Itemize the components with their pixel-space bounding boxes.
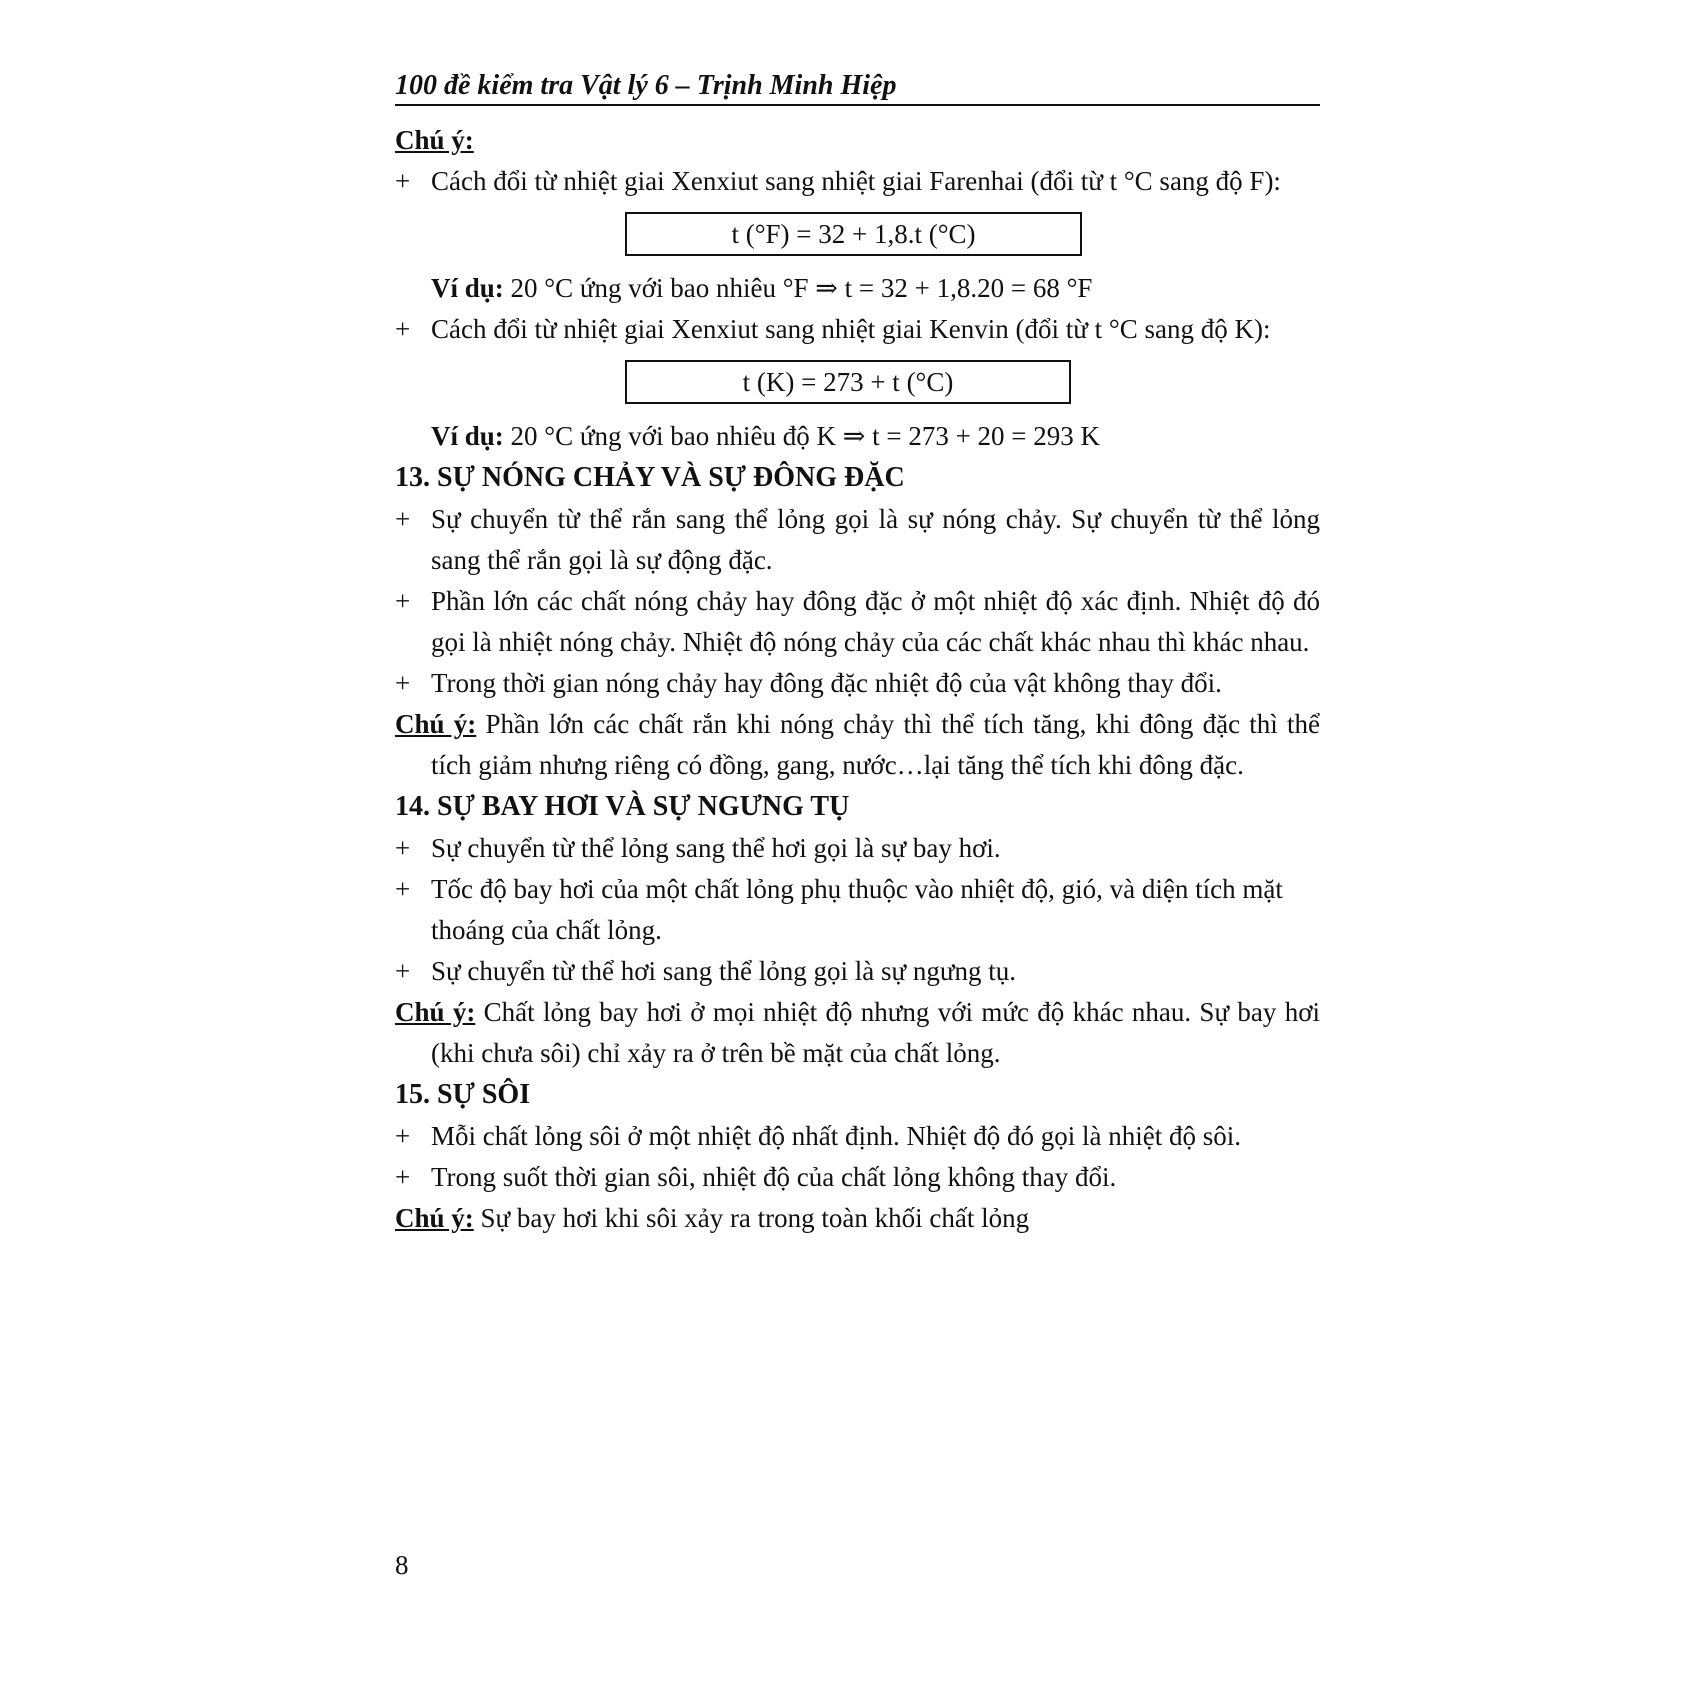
- list-item: [395, 499, 1320, 581]
- list-item: [395, 663, 1320, 704]
- bullet-text: Sự chuyển từ thể rắn sang thể lỏng gọi là sự nóng chảy. Sự chuyển từ thể lỏng sang thể rắn gọi là sự động đặc.: [431, 504, 1320, 575]
- list-item: [395, 951, 1320, 992]
- bullet-mark: +: [395, 314, 411, 344]
- note-label: Chú ý:: [395, 997, 476, 1027]
- bullet-text: Cách đổi từ nhiệt giai Xenxiut sang nhiệt giai Kenvin (đổi từ t °C sang độ K):: [431, 314, 1271, 344]
- example: [395, 268, 1320, 309]
- note: [395, 1198, 1320, 1239]
- bullet-text: Cách đổi từ nhiệt giai Xenxiut sang nhiệt giai Farenhai (đổi từ t °C sang độ F):: [431, 166, 1281, 196]
- bullet-mark: +: [395, 668, 411, 698]
- formula-box-kelvin: t (K) = 273 + t (°C): [625, 360, 1071, 404]
- bullet-mark: +: [395, 1121, 411, 1151]
- bullet-text: Trong suốt thời gian sôi, nhiệt độ của chất lỏng không thay đổi.: [431, 1162, 1117, 1192]
- bullet-mark: +: [395, 166, 411, 196]
- list-item: [395, 581, 1320, 663]
- running-head: 100 đề kiểm tra Vật lý 6 – Trịnh Minh Hiệp: [395, 70, 1320, 106]
- section-heading: 15. SỰ SÔI: [395, 1079, 531, 1110]
- page-content: [395, 70, 1320, 1239]
- bullet-text: Trong thời gian nóng chảy hay đông đặc nhiệt độ của vật không thay đổi.: [431, 668, 1222, 698]
- bullet-mark: +: [395, 874, 411, 904]
- example-label: Ví dụ:: [431, 273, 504, 303]
- note: [395, 704, 1320, 786]
- bullet-text: Sự chuyển từ thể hơi sang thể lỏng gọi là sự ngưng tụ.: [431, 956, 1017, 986]
- list-item: [395, 1157, 1320, 1198]
- bullet-mark: +: [395, 1162, 411, 1192]
- example-label: Ví dụ:: [431, 421, 504, 451]
- note: [395, 992, 1320, 1074]
- list-item: [395, 161, 1320, 202]
- note-text: Sự bay hơi khi sôi xảy ra trong toàn khối chất lỏng: [480, 1203, 1030, 1233]
- note-label: Chú ý:: [395, 125, 474, 155]
- formula-box-fahrenheit: t (°F) = 32 + 1,8.t (°C): [625, 212, 1082, 256]
- example: [395, 416, 1320, 457]
- example-text: 20 °C ứng với bao nhiêu °F ⇒ t = 32 + 1,8.20 = 68 °F: [510, 273, 1093, 303]
- bullet-text: Phần lớn các chất nóng chảy hay đông đặc ở một nhiệt độ xác định. Nhiệt độ đó gọi là nhiệt nóng chảy. Nhiệt độ nóng chảy của các chất khác nhau thì khác nhau.: [431, 586, 1320, 657]
- note-text: Phần lớn các chất rắn khi nóng chảy thì thể tích tăng, khi đông đặc thì thể tích giảm nhưng riêng có đồng, gang, nước…lại tăng thể tích khi đông đặc.: [431, 709, 1321, 780]
- note-heading: [395, 120, 1320, 161]
- bullet-text: Mỗi chất lỏng sôi ở một nhiệt độ nhất định. Nhiệt độ đó gọi là nhiệt độ sôi.: [431, 1121, 1241, 1151]
- list-item: [395, 1116, 1320, 1157]
- list-item: [395, 869, 1320, 951]
- list-item: [395, 828, 1320, 869]
- bullet-mark: +: [395, 833, 411, 863]
- bullet-text: Tốc độ bay hơi của một chất lỏng phụ thuộc vào nhiệt độ, gió, và diện tích mặt thoáng của chất lỏng.: [431, 874, 1283, 945]
- section-heading: 13. SỰ NÓNG CHẢY VÀ SỰ ĐÔNG ĐẶC: [395, 462, 905, 493]
- note-label: Chú ý:: [395, 1203, 474, 1233]
- section-heading: 14. SỰ BAY HƠI VÀ SỰ NGƯNG TỤ: [395, 791, 850, 822]
- page-number: 8: [395, 1550, 409, 1580]
- bullet-mark: +: [395, 956, 411, 986]
- example-text: 20 °C ứng với bao nhiêu độ K ⇒ t = 273 + 20 = 293 K: [510, 421, 1101, 451]
- bullet-mark: +: [395, 504, 411, 534]
- note-text: Chất lỏng bay hơi ở mọi nhiệt độ nhưng với mức độ khác nhau. Sự bay hơi (khi chưa sôi) chỉ xảy ra ở trên bề mặt của chất lỏng.: [431, 997, 1320, 1068]
- bullet-mark: +: [395, 586, 411, 616]
- note-label: Chú ý:: [395, 709, 477, 739]
- bullet-text: Sự chuyển từ thể lỏng sang thể hơi gọi là sự bay hơi.: [431, 833, 1001, 863]
- list-item: [395, 309, 1320, 350]
